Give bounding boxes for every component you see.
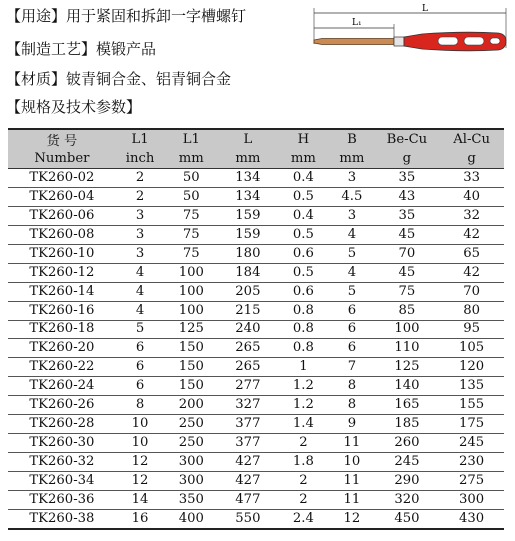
cell-be-cu: 165 <box>375 396 440 415</box>
cell-al-cu: 135 <box>439 377 504 396</box>
cell-l: 265 <box>218 339 277 358</box>
cell-al-cu: 40 <box>439 187 504 206</box>
cell-l: 215 <box>218 301 277 320</box>
header-h: H <box>278 129 330 149</box>
cell-al-cu: 105 <box>439 339 504 358</box>
cell-be-cu: 85 <box>375 301 440 320</box>
cell-number: TK260-12 <box>8 263 116 282</box>
cell-b: 4 <box>329 225 374 244</box>
cell-l1-inch: 4 <box>116 282 165 301</box>
cell-number: TK260-18 <box>8 320 116 339</box>
cell-l1-inch: 2 <box>116 187 165 206</box>
spec-table <box>8 128 504 530</box>
cell-l: 477 <box>218 490 277 509</box>
header-row-labels <box>8 129 504 149</box>
cell-l: 265 <box>218 358 277 377</box>
cell-b: 10 <box>329 453 374 472</box>
table-row <box>8 472 504 491</box>
cell-al-cu: 430 <box>439 509 504 528</box>
cell-be-cu: 125 <box>375 358 440 377</box>
cell-h: 0.8 <box>278 301 330 320</box>
cell-l1-mm: 150 <box>164 358 218 377</box>
cell-be-cu: 75 <box>375 282 440 301</box>
table-row <box>8 490 504 509</box>
cell-number: TK260-04 <box>8 187 116 206</box>
cell-l: 327 <box>218 396 277 415</box>
cell-h: 0.4 <box>278 206 330 225</box>
header-l1-inch: L1 <box>116 129 165 149</box>
process-text: 模锻产品 <box>96 40 157 58</box>
cell-l1-inch: 3 <box>116 244 165 263</box>
unit-inch: inch <box>116 149 165 169</box>
unit-g: g <box>439 149 504 169</box>
cell-h: 1.2 <box>278 396 330 415</box>
cell-be-cu: 45 <box>375 263 440 282</box>
cell-l1-mm: 100 <box>164 301 218 320</box>
cell-l1-mm: 75 <box>164 225 218 244</box>
cell-h: 0.6 <box>278 244 330 263</box>
cell-al-cu: 32 <box>439 206 504 225</box>
cell-h: 0.8 <box>278 339 330 358</box>
ferrule-shape <box>394 37 404 46</box>
table-row <box>8 377 504 396</box>
cell-l1-inch: 12 <box>116 472 165 491</box>
cell-number: TK260-24 <box>8 377 116 396</box>
cell-b: 8 <box>329 396 374 415</box>
cell-be-cu: 185 <box>375 415 440 434</box>
label-L1: L₁ <box>352 18 362 28</box>
unit-mm: mm <box>329 149 374 169</box>
cell-h: 0.5 <box>278 263 330 282</box>
cell-be-cu: 450 <box>375 509 440 528</box>
cell-h: 1.2 <box>278 377 330 396</box>
cell-l1-mm: 300 <box>164 472 218 491</box>
handle-slot-2 <box>464 37 484 45</box>
cell-be-cu: 110 <box>375 339 440 358</box>
cell-l1-mm: 300 <box>164 453 218 472</box>
table-row <box>8 339 504 358</box>
cell-h: 2 <box>278 434 330 453</box>
cell-l1-inch: 3 <box>116 225 165 244</box>
cell-l: 277 <box>218 377 277 396</box>
cell-number: TK260-14 <box>8 282 116 301</box>
cell-be-cu: 290 <box>375 472 440 491</box>
cell-b: 3 <box>329 169 374 188</box>
usage-text: 用于紧固和拆卸一字槽螺钉 <box>66 7 247 25</box>
cell-b: 9 <box>329 415 374 434</box>
cell-b: 8 <box>329 377 374 396</box>
cell-al-cu: 175 <box>439 415 504 434</box>
cell-al-cu: 33 <box>439 169 504 188</box>
material-tag: 【材质】 <box>6 70 67 88</box>
cell-l1-inch: 3 <box>116 206 165 225</box>
table-row <box>8 225 504 244</box>
cell-number: TK260-20 <box>8 339 116 358</box>
cell-number: TK260-26 <box>8 396 116 415</box>
unit-number: Number <box>8 149 116 169</box>
header-al-cu: Al-Cu <box>439 129 504 149</box>
cell-l: 159 <box>218 225 277 244</box>
table-row <box>8 358 504 377</box>
cell-al-cu: 65 <box>439 244 504 263</box>
cell-b: 7 <box>329 358 374 377</box>
unit-mm: mm <box>164 149 218 169</box>
usage-tag: 【用途】 <box>6 7 67 25</box>
table-row <box>8 453 504 472</box>
unit-g: g <box>375 149 440 169</box>
cell-l1-inch: 6 <box>116 377 165 396</box>
cell-b: 11 <box>329 472 374 491</box>
cell-l1-mm: 200 <box>164 396 218 415</box>
cell-h: 2 <box>278 490 330 509</box>
table-row <box>8 415 504 434</box>
material-line <box>6 69 231 89</box>
cell-number: TK260-38 <box>8 509 116 528</box>
cell-h: 2.4 <box>278 509 330 528</box>
cell-b: 3 <box>329 206 374 225</box>
table-row <box>8 263 504 282</box>
cell-l: 184 <box>218 263 277 282</box>
cell-l: 377 <box>218 434 277 453</box>
cell-l1-inch: 16 <box>116 509 165 528</box>
cell-l1-mm: 250 <box>164 415 218 434</box>
table-row <box>8 396 504 415</box>
cell-l1-inch: 10 <box>116 415 165 434</box>
cell-h: 1.8 <box>278 453 330 472</box>
cell-number: TK260-30 <box>8 434 116 453</box>
spec-heading-line <box>6 97 141 117</box>
table-row <box>8 282 504 301</box>
cell-l1-mm: 250 <box>164 434 218 453</box>
header-l1-mm: L1 <box>164 129 218 149</box>
cell-h: 2 <box>278 472 330 491</box>
cell-number: TK260-02 <box>8 169 116 188</box>
cell-al-cu: 42 <box>439 263 504 282</box>
cell-al-cu: 300 <box>439 490 504 509</box>
cell-l1-inch: 4 <box>116 301 165 320</box>
cell-be-cu: 70 <box>375 244 440 263</box>
table-row <box>8 509 504 528</box>
material-text: 铍青铜合金、铝青铜合金 <box>66 70 232 88</box>
cell-be-cu: 320 <box>375 490 440 509</box>
cell-b: 12 <box>329 509 374 528</box>
table-row <box>8 434 504 453</box>
cell-l: 159 <box>218 206 277 225</box>
spec-heading-tag: 【规格及技术参数】 <box>6 98 142 116</box>
cell-number: TK260-36 <box>8 490 116 509</box>
process-tag: 【制造工艺】 <box>6 40 97 58</box>
cell-l: 427 <box>218 472 277 491</box>
cell-l1-inch: 6 <box>116 339 165 358</box>
cell-be-cu: 260 <box>375 434 440 453</box>
cell-b: 4 <box>329 263 374 282</box>
table-row <box>8 206 504 225</box>
cell-number: TK260-08 <box>8 225 116 244</box>
unit-mm: mm <box>278 149 330 169</box>
table-row <box>8 301 504 320</box>
cell-number: TK260-32 <box>8 453 116 472</box>
cell-l1-mm: 75 <box>164 206 218 225</box>
cell-l1-mm: 75 <box>164 244 218 263</box>
cell-b: 6 <box>329 339 374 358</box>
unit-mm: mm <box>218 149 277 169</box>
label-L: L <box>422 4 428 14</box>
cell-be-cu: 100 <box>375 320 440 339</box>
cell-number: TK260-16 <box>8 301 116 320</box>
cell-l1-inch: 8 <box>116 396 165 415</box>
table-row <box>8 244 504 263</box>
cell-l: 134 <box>218 169 277 188</box>
cell-l1-mm: 100 <box>164 282 218 301</box>
cell-h: 1 <box>278 358 330 377</box>
screwdriver-diagram <box>312 4 508 56</box>
spec-table-body <box>8 169 504 529</box>
cell-b: 5 <box>329 282 374 301</box>
cell-al-cu: 230 <box>439 453 504 472</box>
cell-l1-mm: 50 <box>164 187 218 206</box>
cell-be-cu: 43 <box>375 187 440 206</box>
cell-b: 11 <box>329 434 374 453</box>
cell-number: TK260-28 <box>8 415 116 434</box>
cell-l: 180 <box>218 244 277 263</box>
cell-l: 240 <box>218 320 277 339</box>
cell-number: TK260-22 <box>8 358 116 377</box>
table-row <box>8 169 504 188</box>
header-row-units <box>8 149 504 169</box>
cell-al-cu: 275 <box>439 472 504 491</box>
cell-l1-mm: 125 <box>164 320 218 339</box>
cell-l1-inch: 6 <box>116 358 165 377</box>
cell-l1-inch: 12 <box>116 453 165 472</box>
header-number: 货 号 <box>8 129 116 149</box>
cell-l1-mm: 100 <box>164 263 218 282</box>
cell-h: 0.5 <box>278 187 330 206</box>
cell-number: TK260-06 <box>8 206 116 225</box>
cell-l1-inch: 14 <box>116 490 165 509</box>
cell-l1-inch: 2 <box>116 169 165 188</box>
cell-b: 5 <box>329 244 374 263</box>
table-row <box>8 187 504 206</box>
cell-l1-inch: 10 <box>116 434 165 453</box>
cell-l1-mm: 150 <box>164 339 218 358</box>
cell-l: 550 <box>218 509 277 528</box>
cell-al-cu: 70 <box>439 282 504 301</box>
cell-number: TK260-10 <box>8 244 116 263</box>
header-b: B <box>329 129 374 149</box>
cell-be-cu: 140 <box>375 377 440 396</box>
header-l: L <box>218 129 277 149</box>
cell-be-cu: 245 <box>375 453 440 472</box>
cell-l1-inch: 4 <box>116 263 165 282</box>
cell-be-cu: 45 <box>375 225 440 244</box>
cell-be-cu: 35 <box>375 206 440 225</box>
handle-slot-3 <box>490 38 500 44</box>
cell-b: 4.5 <box>329 187 374 206</box>
cell-l: 427 <box>218 453 277 472</box>
table-row <box>8 320 504 339</box>
cell-h: 0.4 <box>278 169 330 188</box>
cell-h: 0.6 <box>278 282 330 301</box>
cell-h: 1.4 <box>278 415 330 434</box>
cell-h: 0.8 <box>278 320 330 339</box>
cell-be-cu: 35 <box>375 169 440 188</box>
cell-l: 134 <box>218 187 277 206</box>
cell-h: 0.5 <box>278 225 330 244</box>
cell-b: 6 <box>329 320 374 339</box>
cell-number: TK260-34 <box>8 472 116 491</box>
cell-al-cu: 42 <box>439 225 504 244</box>
cell-l1-mm: 350 <box>164 490 218 509</box>
cell-l1-inch: 5 <box>116 320 165 339</box>
blade-shape <box>314 39 394 45</box>
cell-b: 11 <box>329 490 374 509</box>
cell-al-cu: 80 <box>439 301 504 320</box>
process-line <box>6 39 156 59</box>
cell-l1-mm: 400 <box>164 509 218 528</box>
cell-b: 6 <box>329 301 374 320</box>
cell-l1-mm: 50 <box>164 169 218 188</box>
cell-l1-mm: 150 <box>164 377 218 396</box>
handle-slot-1 <box>438 37 458 45</box>
cell-al-cu: 155 <box>439 396 504 415</box>
cell-l: 377 <box>218 415 277 434</box>
header-be-cu: Be-Cu <box>375 129 440 149</box>
usage-line <box>6 6 246 26</box>
cell-al-cu: 245 <box>439 434 504 453</box>
cell-l: 205 <box>218 282 277 301</box>
cell-al-cu: 120 <box>439 358 504 377</box>
cell-al-cu: 95 <box>439 320 504 339</box>
